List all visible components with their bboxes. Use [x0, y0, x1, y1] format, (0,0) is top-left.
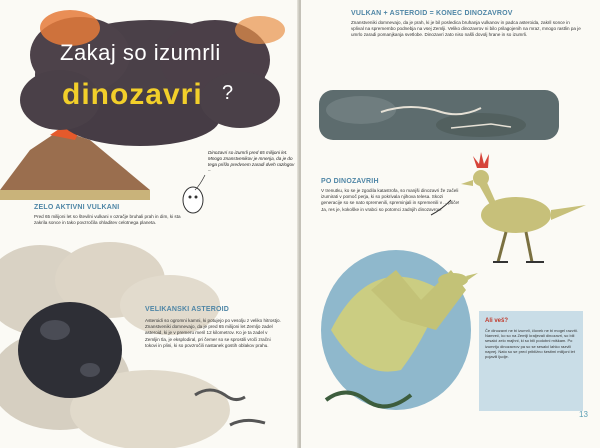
- title-question-mark: ?: [222, 82, 234, 104]
- dinosaur-bird-icon: [461, 152, 586, 262]
- section-text-asteroid: Asteroidi so ogromni kamni, ki potujejo po vesolju z veliko hitrostjo. Znanstveniki domnevajo, da je pred 65 milijoni let Zemljo zadel asteroid, ki je v premeru meril 12 kilometrov. Ko je ta zadel v Zemljin tla, je eksplodiral, pri čemer so se sprostili vroči zračni tokovi in plini, ki so povzročili nastanek gostih oblakov prahu.: [145, 318, 281, 348]
- section-heading-after-dinosaurs: PO DINOZAVRIH: [321, 178, 379, 185]
- title-line-1: Zakaj so izumrli: [60, 40, 221, 65]
- section-heading-volcano-asteroid: VULKAN + ASTEROID = KONEC DINOZAVROV: [351, 10, 513, 17]
- section-text-volcano-asteroid: Znanstveniki domnevajo, da je prah, ki je bil posledica bruhanja vulkanov in padca asteroida, zakril sonce in vplival na spremembo podnebja na vsej Zemlji. Veliko dinozavrov ni bilo prilagojenih na mraz, mnogo rastlin pa je umrlo zaradi pomanjkanja svetlobe. Dinozavri zato niso našli dovolj hrane in so izumrli.: [351, 20, 581, 38]
- cartoon-egg-character-icon: [183, 187, 203, 213]
- speech-bubble-text: Dinozavri so izumrli pred 65 milijoni let. Mnogo znanstvenikov je mnenja, da je do tega prišlo predvsem zaradi dveh razlogov –: [208, 150, 295, 173]
- fossil-skeleton-icon: [319, 90, 559, 140]
- section-heading-asteroid: VELIKANSKI ASTEROID: [145, 306, 230, 313]
- section-heading-volcanoes: ZELO AKTIVNI VULKANI: [34, 204, 120, 211]
- left-page: [0, 0, 299, 448]
- right-page: [301, 0, 600, 448]
- did-you-know-box: [479, 311, 583, 411]
- title-line-2: dinozavri: [62, 78, 203, 111]
- did-you-know-heading: Ali veš?: [485, 318, 509, 324]
- did-you-know-text: Če dinozavri ne bi izumrli, človek ne bi mogel razviti. Namreč, ko so na Zemlji kraljevali dinozavri, so bili sesalci zelo majhni, ki so bili podobni miškam. Po izumrtju dinozavrov pa so se sesalci lahko razvili naprej. Nato so se pred približno šestimi milijoni let pojavili ljudje.: [485, 328, 578, 360]
- pterosaur-icon: [321, 250, 478, 410]
- asteroid-icon: [18, 302, 122, 398]
- section-text-after-dinosaurs: V trenutku, ko se je zgodila katastrofa, so manjši dinozavri že začeli izumirati v pomoč perja, ki so pokrivala njihova telesa. Skozi generacije so se nato spremenili, spreminjali in spremenili v ... ptiče! Ja, res je, kokoške in vrabci so potomci zadnjih dinozavrov!: [321, 188, 460, 212]
- page-number: 13: [579, 410, 588, 419]
- section-text-volcanoes: Pred 65 milijoni let so številni vulkani v ozračje bruhali prah in dim, ki sta zakrila sonce in tako povzročila ohladitev celotnega planeta.: [34, 214, 181, 226]
